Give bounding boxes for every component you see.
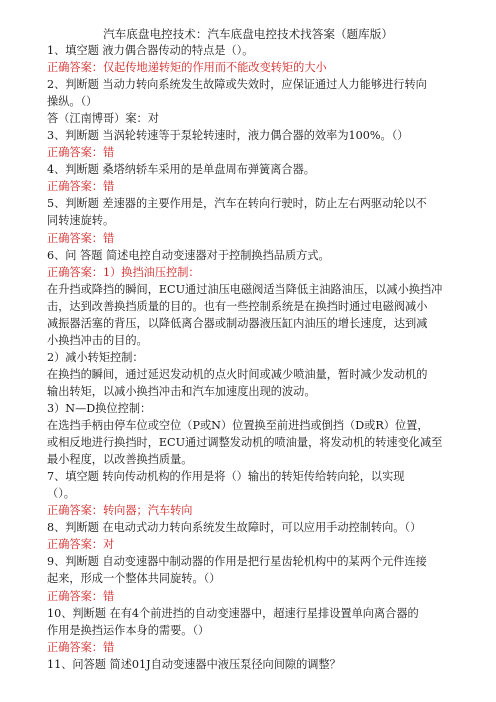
answer-label: 正确答案： [47,180,103,194]
text-line: 答（江南博哥）案：对 [47,112,159,126]
answer-text: 错 [102,146,115,160]
text-line: 输出转矩，以减小换挡冲击和汽车加速度出现的波动。 [47,384,316,398]
text-line: （）。 [47,487,75,501]
answer-label: 正确答案： [47,538,103,552]
text-line: 10、判断题 在有4个前进挡的自动变速器中，超速行星排设置单向离合器的 [47,606,419,620]
text-line: 在升挡或降挡的瞬间，ECU通过油压电磁阀适当降低主油路油压，以减小换挡冲 [47,282,443,296]
answer-label: 正确答案： [47,589,103,603]
text-line: 3）N—D换位控制： [47,401,152,415]
text-line: 同转速旋转。 [47,214,115,228]
text-line: 2、判断题 当动力转向系统发生故障或失效时，应保证通过人力能够进行转向 [47,78,427,92]
answer-text: 错 [102,589,115,603]
answer-label: 正确答案： [47,265,103,279]
answer-label: 正确答案： [47,146,103,160]
answer-line [47,144,463,161]
answer-label: 正确答案： [47,231,103,245]
answer-text: 错 [102,640,115,654]
answer-line [47,502,463,519]
text-line: 减振器活塞的背压，以降低离合器或制动器液压缸内油压的增长速度，达到减 [47,316,428,330]
answer-text: 仅起传地递转矩的作用而不能改变转矩的大小 [102,61,327,75]
text-line: 3、判断题 当涡轮转速等于泵轮转速时，液力偶合器的效率为100%。（） [47,129,409,143]
document-body [47,42,463,673]
text-line: 作用是换挡运作本身的需要。（） [47,623,210,637]
text-line: 6、问 答题 简述电控自动变速器对于控制换挡品质方式。 [47,248,330,262]
text-line: 起来，形成一个整体共同旋转。（） [47,572,221,586]
text-line: 小换挡冲击的目的。 [47,333,148,347]
text-line: 操纵。（） [47,95,98,109]
answer-text: 1）换挡油压控制： [102,265,200,279]
answer-text: 对 [102,538,115,552]
text-line: 4、判断题 桑塔纳轿车采用的是单盘周布弹簧离合器。 [47,163,315,177]
answer-text: 错 [102,180,115,194]
answer-text: 转向器；汽车转向 [102,504,193,518]
text-line: 8、判断题 在电动式动力转向系统发生故障时，可以应用手动控制转向。（） [47,521,422,535]
text-line: 或相反地进行换挡时，ECU通过调整发动机的喷油量，将发动机的转速变化减至 [47,436,443,450]
answer-line [47,588,463,605]
answer-line [47,264,463,281]
text-line: 2）减小转矩控制： [47,350,144,364]
text-line: 最小程度，以改善换挡质量。 [47,453,193,467]
text-line: 1、填空题 液力偶合器传动的特点是（）。 [47,44,254,57]
text-line: 9、判断题 自动变速器中制动器的作用是把行星齿轮机构中的某两个元件连接 [47,555,427,569]
document-title: 汽车底盘电控技术：汽车底盘电控技术找答案（题库版） [103,27,393,41]
text-line: 5、判断题 差速器的主要作用是，汽车在转向行驶时，防止左右两驱动轮以不 [47,197,427,211]
text-line: 在换挡的瞬间，通过延迟发动机的点火时间或减少喷油量，暂时减少发动机的 [47,367,428,381]
answer-label: 正确答案： [47,504,103,518]
answer-label: 正确答案： [47,61,103,75]
text-line: 7、填空题 转向传动机构的作用是将（）输出的转矩传给转向轮，以实现 [47,470,405,484]
answer-line [47,639,463,656]
text-line: 11、问答题 简述01J自动变速器中液压泵径向间隙的调整？ [47,657,341,671]
text-line: 在选挡手柄由停车位或空位（P或N）位置换至前进挡或倒挡（D或R）位置， [47,419,429,433]
answer-line [47,59,463,76]
text-line: 击，达到改善换挡质量的目的。也有一些控制系统是在换挡时通过电磁阀减小 [47,299,428,313]
answer-label: 正确答案： [47,640,103,654]
answer-line [47,178,463,195]
answer-line [47,230,463,247]
answer-text: 错 [102,231,115,245]
answer-line [47,536,463,553]
